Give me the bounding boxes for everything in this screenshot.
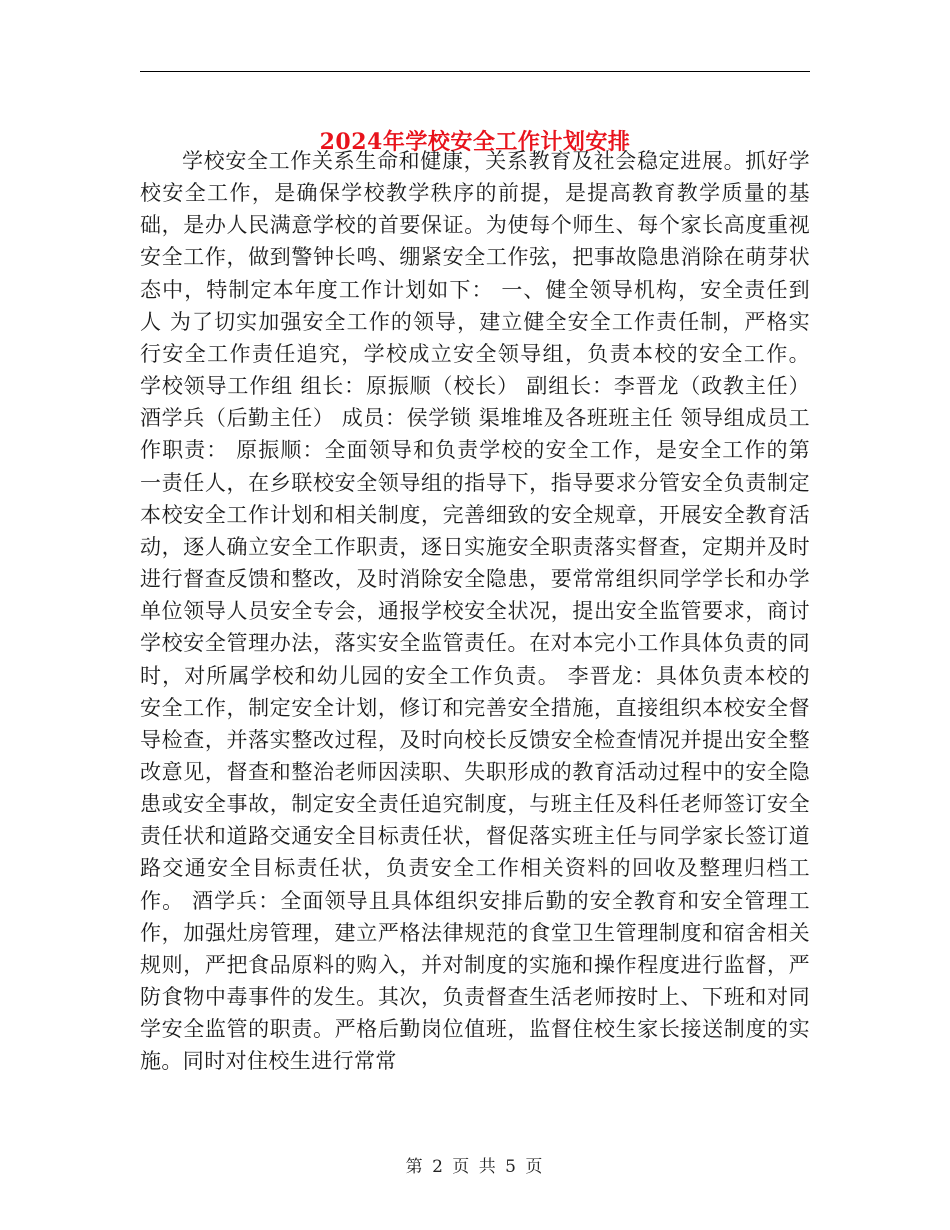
document-body: 学校安全工作关系生命和健康，关系教育及社会稳定进展。抓好学校安全工作，是确保学校教学秩序的前提，是提高教育教学质量的基础，是办人民满意学校的首要保证。为使每个师生、每个家长高度重视安全工作，做到警钟长鸣、绷紧安全工作弦，把事故隐患消除在萌芽状态中，特制定本年度工作计划如下： 一、健全领导机构，安全责任到人 为了切实加强安全工作的领导，建立健全安全工作责任制，严格实行安全工作责任追究，学校成立安全领导组，负责本校的安全工作。 学校领导工作组 组长：原振顺（校长） 副组长：李晋龙（政教主任） 酒学兵（后勤主任） 成员：侯学锁 渠堆堆及各班班主任 领导组成员工作职责： 原振顺：全面领导和负责学校的安全工作，是安全工作的第一责任人，在乡联校安全领导组的指导下，指导要求分管安全负责制定本校安全工作计划和相关制度，完善细致的安全规章，开展安全教育活动，逐人确立安全工作职责，逐日实施安全职责落实督查，定期并及时进行督查反馈和整改，及时消除安全隐患，要常常组织同学学长和办学单位领导人员安全专会，通报学校安全状况，提出安全监管要求，商讨学校安全管理办法，落实安全监管责任。在对本完小工作具体负责的同时，对所属学校和幼儿园的安全工作负责。 李晋龙：具体负责本校的安全工作，制定安全计划，修订和完善安全措施，直接组织本校安全督导检查，并落实整改过程，及时向校长反馈安全检查情况并提出安全整改意见，督查和整治老师因渎职、失职形成的教育活动过程中的安全隐患或安全事故，制定安全责任追究制度，与班主任及科任老师签订安全责任状和道路交通安全目标责任状，督促落实班主任与同学家长签订道路交通安全目标责任状，负责安全工作相关资料的回收及整理归档工作。 酒学兵：全面领导且具体组织安排后勤的安全教育和安全管理工作，加强灶房管理，建立严格法律规范的食堂卫生管理制度和宿舍相关规则，严把食品原料的购入，并对制度的实施和操作程度进行监督，严防食物中毒事件的发生。其次，负责督查生活老师按时上、下班和对同学安全监管的职责。严格后勤岗位值班，监督住校生家长接送制度的实施。同时对住校生进行常常 bbox=[140, 149, 810, 1074]
document-title: 2024年学校安全工作计划安排 bbox=[319, 128, 631, 155]
header-rule bbox=[140, 71, 810, 72]
page-number: 第 2 页 共 5 页 bbox=[405, 1157, 545, 1177]
